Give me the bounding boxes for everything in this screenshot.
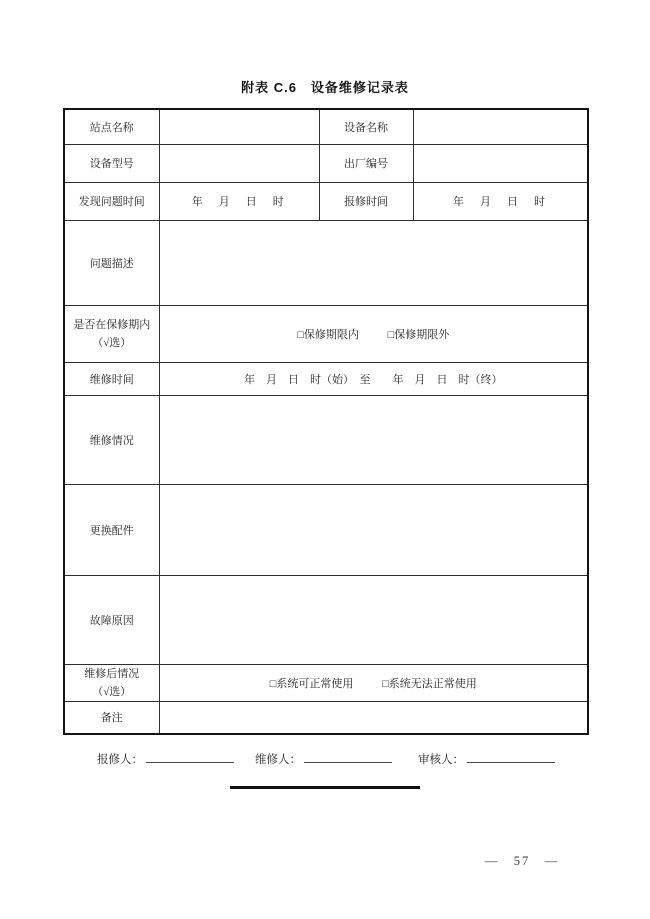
repair-time-field: 年 月 日 时（始） 至 年 月 日 时（终） (159, 362, 588, 395)
repair-detail-field (159, 395, 588, 484)
table-row (64, 664, 588, 701)
page-number: — 57 — (484, 854, 560, 868)
table-row (64, 109, 588, 144)
warranty-options-cell (159, 305, 588, 362)
station-name-label: 站点名称 (64, 109, 159, 144)
signature-row (63, 750, 587, 772)
device-name-field (413, 109, 588, 144)
warranty-label (64, 305, 159, 362)
table-row (64, 305, 588, 362)
table-row (64, 220, 588, 305)
table-row (64, 484, 588, 575)
reporter-signature (97, 750, 234, 767)
table-row (64, 362, 588, 395)
failure-cause-field (159, 575, 588, 664)
problem-found-time-field: 年 月 日 时 (159, 182, 319, 220)
station-name-field (159, 109, 319, 144)
warranty-out-checkbox-option: □保修期限外 (387, 328, 450, 341)
parts-replaced-field (159, 484, 588, 575)
failure-cause-label: 故障原因 (64, 575, 159, 664)
post-repair-options-cell (159, 664, 588, 701)
maintenance-record-table (63, 108, 589, 735)
reviewer-signature-line (467, 750, 555, 763)
repairer-signature-line (304, 750, 392, 763)
table-row (64, 701, 588, 734)
document-end-rule (230, 786, 420, 789)
table-row (64, 182, 588, 220)
repairer-label: 维修人： (255, 754, 301, 766)
warranty-label-line1: 是否在保修期内 (73, 318, 151, 331)
factory-no-field (413, 144, 588, 182)
reporter-signature-line (146, 750, 234, 763)
repair-time-label: 维修时间 (64, 362, 159, 395)
table-row (64, 144, 588, 182)
device-name-label: 设备名称 (319, 109, 413, 144)
repair-detail-label: 维修情况 (64, 395, 159, 484)
reporter-label: 报修人： (97, 754, 143, 766)
remarks-label: 备注 (64, 701, 159, 734)
document-title: 附表 C.6 设备维修记录表 (241, 80, 409, 95)
parts-replaced-label: 更换配件 (64, 484, 159, 575)
post-repair-label-line2: （√选） (92, 685, 132, 698)
report-time-field: 年 月 日 时 (413, 182, 588, 220)
report-time-label: 报修时间 (319, 182, 413, 220)
reviewer-signature (418, 750, 555, 767)
table-row (64, 575, 588, 664)
warranty-in-checkbox-option: □保修期限内 (297, 328, 359, 341)
problem-desc-field (159, 220, 588, 305)
problem-found-time-label: 发现问题时间 (64, 182, 159, 220)
remarks-field (159, 701, 588, 734)
device-model-field (159, 144, 319, 182)
factory-no-label: 出厂编号 (319, 144, 413, 182)
warranty-label-line2: （√选） (92, 336, 132, 349)
table-row (64, 395, 588, 484)
device-model-label: 设备型号 (64, 144, 159, 182)
post-repair-label (64, 664, 159, 701)
problem-desc-label: 问题描述 (64, 220, 159, 305)
reviewer-label: 审核人： (418, 754, 464, 766)
system-ok-checkbox-option: □系统可正常使用 (269, 677, 354, 690)
repairer-signature (255, 750, 392, 767)
system-fail-checkbox-option: □系统无法正常使用 (382, 677, 477, 690)
post-repair-label-line1: 维修后情况 (84, 667, 140, 680)
